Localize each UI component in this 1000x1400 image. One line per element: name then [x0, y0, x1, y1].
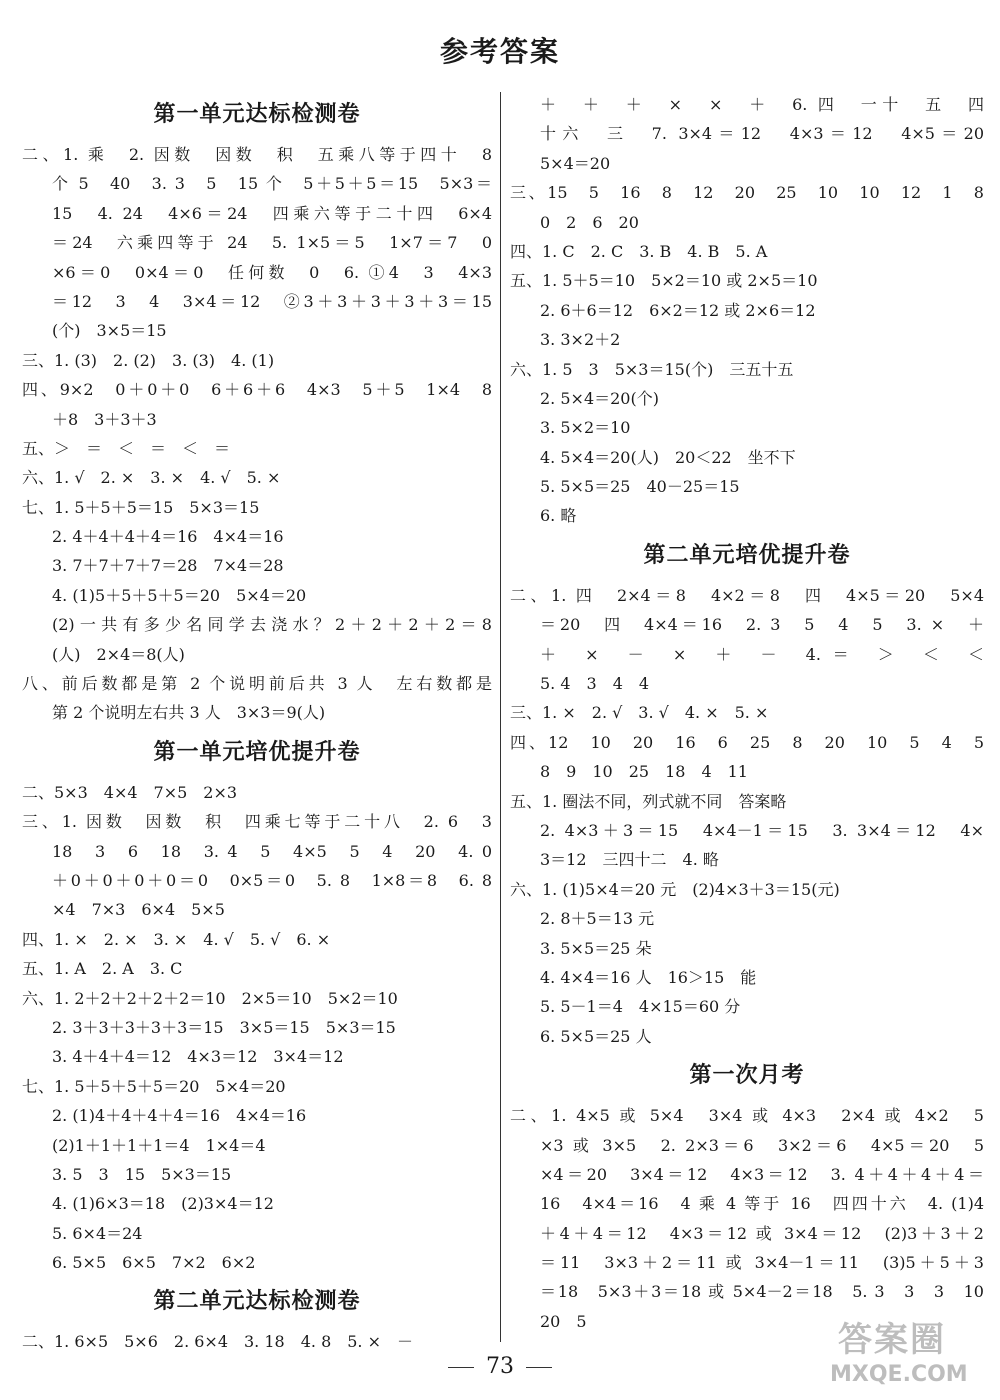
- answer-line: 五、＞ ＝ ＜ ＝ ＜ ＝: [22, 438, 231, 458]
- answer-line: 0 2 6 20: [540, 212, 639, 232]
- answer-line: 5. 6×4＝24: [52, 1223, 143, 1243]
- answer-line: 3. 5 3 15 5×3＝15: [52, 1164, 232, 1184]
- answer-line: 3＝12 三四十二 4. 略: [540, 850, 719, 870]
- answer-line: ×6＝0 0×4＝0 任何数 0 6. ①4 3 4×3: [52, 262, 492, 282]
- watermark-logo: [820, 1312, 990, 1392]
- answer-line: 七、1. 5＋5＋5＝15 5×3＝15: [22, 497, 260, 517]
- answer-line: 八、前后数都是第 2 个说明前后共 3 人 左右数都是: [22, 674, 492, 694]
- answer-line: 六、1. √ 2. × 3. × 4. √ 5. ×: [22, 468, 281, 488]
- answer-line: ＝24 六乘四等于 24 5. 1×5＝5 1×7＝7 0: [52, 233, 492, 253]
- answer-line: 2. 8＋5＝13 元: [540, 909, 655, 929]
- answer-line: ＝18 5×3＋3＝18 或 5×4－2＝18 5. 3 3 3 10: [540, 1282, 984, 1302]
- answer-line: 四、12 10 20 16 6 25 8 20 10 5 4 5: [510, 732, 984, 752]
- answer-line: 五、1. 5＋5＝10 5×2＝10 或 2×5＝10: [510, 271, 818, 291]
- answer-line: 5×4＝20: [540, 153, 611, 173]
- answer-line: 四、1. × 2. × 3. × 4. √ 5. √ 6. ×: [22, 929, 331, 949]
- answer-line: (2)1＋1＋1＋1＝4 1×4＝4: [52, 1135, 266, 1155]
- answer-line: ＋4＋4＝12 4×3＝12 或 3×4＝12 (2)3＋3＋2: [540, 1223, 984, 1243]
- answer-line: 5. 4 3 4 4: [540, 674, 650, 694]
- answer-line: ×4＝20 3×4＝12 4×3＝12 3. 4＋4＋4＋4＝: [540, 1164, 984, 1184]
- answer-line: 二、1. 6×5 5×6 2. 6×4 3. 18 4. 8 5. × －: [22, 1332, 414, 1352]
- answer-line: 五、1. A 2. A 3. C: [22, 959, 183, 979]
- answer-line: ×3 或 3×5 2. 2×3＝6 3×2＝6 4×5＝20 5: [540, 1135, 984, 1155]
- answer-line: 三、1. 因数 因数 积 四乘七等于二十八 2. 6 3: [22, 812, 492, 832]
- answer-line: 20 5: [540, 1311, 587, 1331]
- answer-line: 8 9 10 25 18 4 11: [540, 762, 748, 782]
- answer-line: 6. 5×5 6×5 7×2 6×2: [52, 1253, 256, 1273]
- answer-line: 三、1. × 2. √ 3. √ 4. × 5. ×: [510, 703, 769, 723]
- answer-line: ＝20 四 4×4＝16 2. 3 5 4 5 3. × ＋: [540, 615, 984, 635]
- answer-line: 3. 4＋4＋4＝12 4×3＝12 3×4＝12: [52, 1047, 344, 1067]
- answer-line: 六、1. (1)5×4＝20 元 (2)4×3＋3＝15(元): [510, 879, 840, 899]
- answer-line: 5. 5×5＝25 40－25＝15: [540, 477, 740, 497]
- watermark-url: MXQE.COM: [830, 1362, 968, 1387]
- column-divider: [500, 92, 501, 1342]
- answer-line: 三、15 5 16 8 12 20 25 10 10 12 1 8: [510, 183, 984, 203]
- answer-line: 十六 三 7. 3×4＝12 4×3＝12 4×5＝20: [540, 124, 984, 144]
- answer-line: 二、1. 4×5 或 5×4 3×4 或 4×3 2×4 或 4×2 5: [510, 1106, 984, 1126]
- answer-line: ×4 7×3 6×4 5×5: [52, 900, 225, 920]
- answer-line: 3. 5×5＝25 朵: [540, 938, 652, 958]
- watermark-text: 答案圈: [838, 1320, 946, 1360]
- answer-line: 16 4×4＝16 4 乘 4 等于 16 四四十六 4. (1)4: [540, 1194, 984, 1214]
- answer-line: (个) 3×5＝15: [52, 321, 167, 341]
- section-title: 第一次月考: [689, 1063, 805, 1089]
- page-title: 参考答案: [439, 35, 560, 68]
- page-number-dash-left: [448, 1367, 474, 1368]
- right-column: [510, 90, 984, 1336]
- answer-line: (人) 2×4＝8(人): [52, 644, 185, 664]
- answer-line: 4. 4×4＝16 人 16＞15 能: [540, 967, 757, 987]
- section-title: 第二单元培优提升卷: [643, 542, 851, 568]
- answer-line: ＝12 3 4 3×4＝12 ②3＋3＋3＋3＋3＝15: [52, 291, 492, 311]
- answer-line: 18 3 6 18 3. 4 5 4×5 5 4 20 4. 0: [52, 841, 492, 861]
- answer-line: 2. 5×4＝20(个): [540, 388, 659, 408]
- answer-line: ＝11 3×3＋2＝11 或 3×4－1＝11 (3)5＋5＋3: [540, 1253, 984, 1273]
- answer-line: 二、1. 乘 2. 因数 因数 积 五乘八等于四十 8: [22, 145, 492, 164]
- answer-line: 三、1. (3) 2. (2) 3. (3) 4. (1): [22, 350, 275, 370]
- answer-line: 3. 3×2＋2: [540, 330, 621, 350]
- answer-line: ＋ ＋ ＋ × × ＋ 6. 四 一十 五 四: [540, 95, 984, 114]
- answer-line: 5. 5－1＝4 4×15＝60 分: [540, 997, 741, 1017]
- answer-line: 6. 略: [540, 506, 577, 526]
- answer-line: 个 5 40 3. 3 5 15 个 5＋5＋5＝15 5×3＝: [52, 174, 492, 194]
- left-column: [22, 90, 492, 1357]
- answer-line: 2. 3＋3＋3＋3＋3＝15 3×5＝15 5×3＝15: [52, 1017, 396, 1037]
- answer-line: 六、1. 5 3 5×3＝15(个) 三五十五: [510, 359, 794, 379]
- page-number-text: 73: [486, 1354, 514, 1379]
- section-title: 第二单元达标检测卷: [153, 1289, 361, 1315]
- section-title: 第一单元培优提升卷: [153, 739, 361, 765]
- answer-line: 四、1. C 2. C 3. B 4. B 5. A: [510, 241, 768, 261]
- answer-line: ＋8 3＋3＋3: [52, 409, 157, 429]
- section-title: 第一单元达标检测卷: [153, 102, 361, 127]
- answer-line: 3. 7＋7＋7＋7＝28 7×4＝28: [52, 556, 284, 576]
- answer-line: 3. 5×2＝10: [540, 418, 631, 438]
- answer-line: ＋ × － × ＋ － 4. ＝ ＞ ＜ ＜: [540, 644, 984, 664]
- answer-line: 2. 4＋4＋4＋4＝16 4×4＝16: [52, 527, 284, 547]
- answer-line: 4. 5×4＝20(人) 20＜22 坐不下: [540, 447, 796, 467]
- page-number-dash-right: [526, 1367, 552, 1368]
- answer-line: 七、1. 5＋5＋5＋5＝20 5×4＝20: [22, 1076, 286, 1096]
- answer-line: 二、5×3 4×4 7×5 2×3: [22, 782, 238, 802]
- answer-line: 2. 6＋6＝12 6×2＝12 或 2×6＝12: [540, 300, 816, 320]
- answer-line: 2. 4×3＋3＝15 4×4－1＝15 3. 3×4＝12 4×: [540, 820, 984, 840]
- answer-line: (2)一共有多少名同学去浇水？2＋2＋2＋2＝8: [52, 615, 492, 635]
- answer-line: 四、9×2 0＋0＋0 6＋6＋6 4×3 5＋5 1×4 8: [22, 380, 492, 400]
- answer-line: 2. (1)4＋4＋4＋4＝16 4×4＝16: [52, 1106, 307, 1126]
- answer-line: 4. (1)5＋5＋5＋5＝20 5×4＝20: [52, 585, 307, 605]
- answer-line: 二、1. 四 2×4＝8 4×2＝8 四 4×5＝20 5×4: [510, 585, 984, 605]
- answer-line: ＋0＋0＋0＋0＝0 0×5＝0 5. 8 1×8＝8 6. 8: [52, 870, 492, 890]
- answer-line: 6. 5×5＝25 人: [540, 1026, 652, 1046]
- answer-line: 五、1. 圈法不同，列式就不同 答案略: [510, 791, 787, 811]
- answer-line: 第 2 个说明左右共 3 人 3×3＝9(人): [52, 703, 326, 723]
- answer-line: 15 4. 24 4×6＝24 四乘六等于二十四 6×4: [52, 203, 492, 223]
- answer-line: 六、1. 2＋2＋2＋2＋2＝10 2×5＝10 5×2＝10: [22, 988, 398, 1008]
- answer-line: 4. (1)6×3＝18 (2)3×4＝12: [52, 1194, 274, 1214]
